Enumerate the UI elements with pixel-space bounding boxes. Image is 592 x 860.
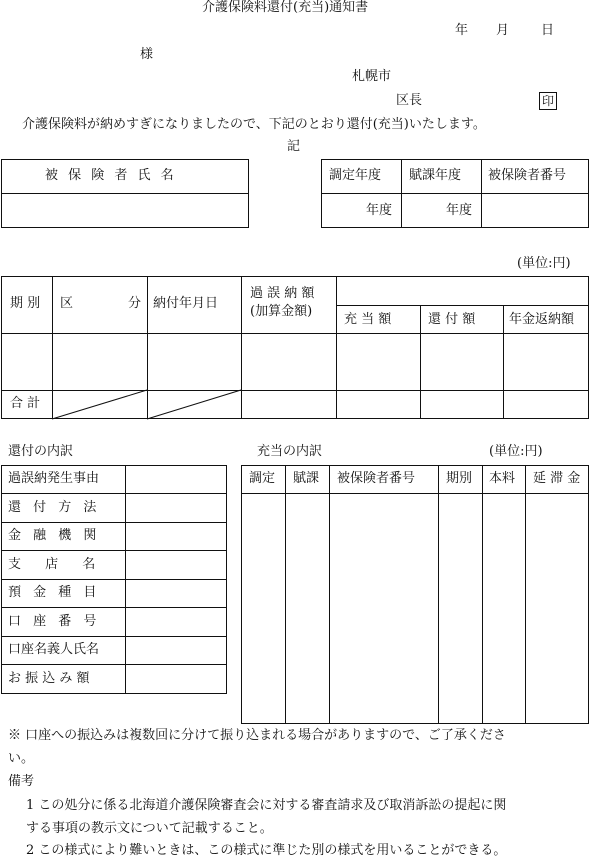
refund-row-branch: 支 店 名	[8, 557, 106, 572]
appropriation-header-insured-number: 被保険者番号	[337, 471, 416, 486]
appropriation-header-fuka: 賦課	[293, 471, 320, 486]
refund-row-transfer-amount: お 振 込 み 額	[8, 671, 90, 686]
date-year-label: 年	[455, 23, 469, 38]
appropriation-col-5	[525, 465, 526, 724]
addressee-suffix: 様	[140, 47, 154, 62]
fuka-nendo-value: 年度	[446, 203, 473, 218]
appropriation-header-late-fee: 延 滞 金	[533, 471, 581, 486]
refund-row-line-5	[1, 607, 227, 608]
total-kubun-diagonal	[52, 390, 147, 419]
year-table-divider	[321, 193, 589, 194]
appropriation-header-period: 期別	[446, 471, 473, 486]
year-table-col-1	[401, 159, 402, 228]
header-overpayment: 過 誤 納 額	[250, 286, 315, 301]
issuer-city: 札幌市	[352, 69, 392, 84]
appropriation-col-4	[482, 465, 483, 724]
refund-row-bank: 金 融 機 関	[8, 528, 101, 543]
note-asterisk-line-1: ※ 口座への振込みは複数回に分けて振り込まれる場合がありますので、ご了承くださ	[8, 728, 506, 743]
appropriation-col-1	[285, 465, 286, 724]
appropriation-header-line	[241, 493, 589, 494]
issuer-ward-head: 区長	[396, 93, 423, 108]
insured-name-header: 被 保 険 者 氏 名	[45, 168, 177, 183]
header-fuka-nendo: 賦課年度	[409, 168, 462, 183]
ki-label: 記	[287, 139, 301, 154]
refund-row-account-number: 口 座 番 号	[8, 614, 101, 629]
appropriation-breakdown-table	[241, 465, 589, 724]
main-col-3	[241, 276, 242, 419]
header-period: 期 別	[10, 296, 41, 311]
date-month-label: 月	[496, 23, 510, 38]
refund-row-line-6	[1, 636, 227, 637]
refund-row-reason: 過誤納発生事由	[8, 471, 100, 486]
header-appropriation: 充 当 額	[344, 312, 392, 327]
main-col-6	[503, 305, 504, 419]
date-day-label: 日	[541, 23, 555, 38]
refund-breakdown-title: 還付の内訳	[8, 444, 74, 459]
year-table-col-2	[481, 159, 482, 228]
appropriation-col-3	[438, 465, 439, 724]
header-insured-number: 被保険者番号	[488, 168, 567, 183]
refund-row-line-3	[1, 550, 227, 551]
header-overpayment-addition: (加算金額)	[250, 304, 313, 319]
refund-row-line-7	[1, 664, 227, 665]
refund-row-line-1	[1, 493, 227, 494]
main-table-header-line	[1, 333, 589, 334]
note-bikou: 備考	[8, 774, 35, 789]
appropriation-header-principal: 本料	[489, 471, 516, 486]
refund-row-account-holder: 口座名義人氏名	[8, 642, 100, 657]
appropriation-breakdown-title: 充当の内訳	[257, 444, 323, 459]
insured-name-divider	[1, 193, 249, 194]
refund-row-method: 還 付 方 法	[8, 500, 101, 515]
header-refund: 還 付 額	[428, 312, 476, 327]
header-chotei-nendo: 調定年度	[329, 168, 382, 183]
header-kubun-left: 区	[60, 296, 74, 311]
chotei-nendo-value: 年度	[366, 203, 393, 218]
main-col-5	[420, 305, 421, 419]
appropriation-col-2	[329, 465, 330, 724]
unit-label: (単位:円)	[517, 256, 571, 271]
header-kubun-right: 分	[128, 296, 142, 311]
main-col-4	[336, 276, 337, 419]
header-pension-refund: 年金返納額	[509, 312, 575, 327]
note-item-2: 2 この様式により難いときは、この様式に準じた別の様式を用いることができる。	[26, 843, 507, 858]
appropriation-header-chotei: 調定	[249, 471, 276, 486]
header-payment-date: 納付年月日	[153, 296, 219, 311]
refund-row-line-2	[1, 522, 227, 523]
document-title: 介護保険料還付(充当)通知書	[202, 0, 369, 15]
refund-row-line-4	[1, 579, 227, 580]
note-asterisk-line-2: い。	[8, 751, 35, 766]
note-item-1-line-1: 1 この処分に係る北海道介護保険審査会に対する審査請求及び取消訴訟の提起に関	[26, 798, 507, 813]
main-table-subheader-line	[336, 305, 589, 306]
total-label: 合 計	[10, 396, 41, 411]
official-seal: 印	[539, 92, 557, 110]
note-item-1-line-2: する事項の教示文について記載すること。	[26, 821, 273, 836]
intro-text: 介護保険料が納めすぎになりましたので、下記のとおり還付(充当)いたします。	[22, 117, 486, 132]
appropriation-unit-label: (単位:円)	[489, 444, 543, 459]
total-payment-date-diagonal	[147, 390, 241, 419]
refund-row-deposit-type: 預 金 種 目	[8, 585, 101, 600]
